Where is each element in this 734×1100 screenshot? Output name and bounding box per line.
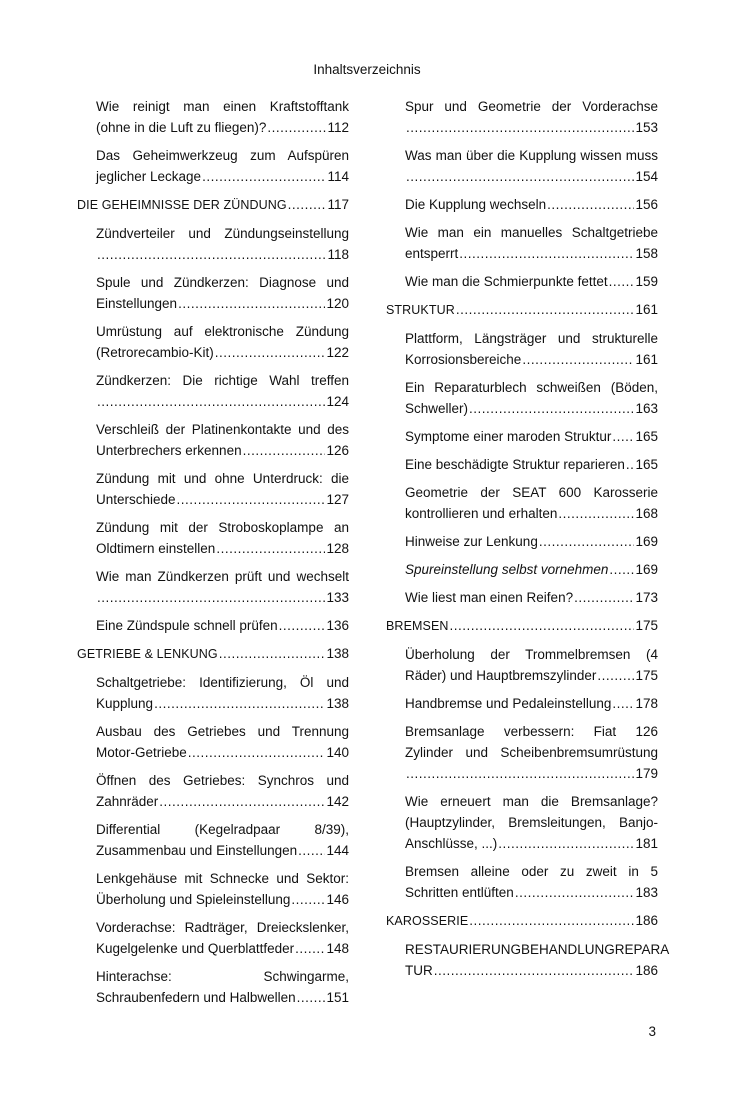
toc-entry[interactable] (77, 321, 349, 363)
toc-entry[interactable] (386, 482, 658, 524)
toc-leader-dots (97, 244, 326, 265)
toc-right-column (386, 96, 670, 988)
toc-page-number: 181 (635, 836, 658, 851)
toc-page-number: 159 (635, 274, 658, 289)
toc-entry[interactable] (386, 861, 658, 903)
toc-entry-line (96, 391, 349, 412)
toc-leader-dots (612, 426, 634, 447)
toc-entry[interactable] (386, 328, 658, 370)
toc-entry-line (405, 194, 658, 215)
toc-leader-dots (539, 531, 635, 552)
toc-page-number: 142 (326, 794, 349, 809)
toc-entry-line (405, 587, 658, 608)
toc-leader-dots (456, 299, 635, 320)
toc-entry-text: Bremsanlage verbessern: Fiat 126 (405, 724, 658, 739)
toc-page-number: 173 (635, 590, 658, 605)
toc-entry[interactable] (386, 454, 658, 475)
page-number: 3 (648, 1024, 656, 1039)
toc-entry-line (405, 665, 658, 686)
toc-entry-text: Geometrie der SEAT 600 Karosserie (405, 485, 658, 500)
toc-entry-line (405, 503, 658, 524)
toc-page-number: 120 (326, 296, 349, 311)
toc-entry-line (405, 398, 658, 419)
toc-leader-dots (522, 349, 634, 370)
toc-entry-line (405, 117, 658, 138)
toc-leader-dots (159, 791, 325, 812)
toc-page-number: 136 (326, 618, 349, 633)
toc-page-number: 183 (635, 885, 658, 900)
toc-entry-title: Die Kupplung wechseln (405, 197, 547, 212)
toc-entry[interactable] (386, 721, 658, 784)
toc-entry[interactable] (77, 672, 349, 714)
toc-entry-text: Zylinder und Scheibenbremsumrüstung (405, 745, 658, 760)
toc-entry-line (96, 342, 349, 363)
toc-entry-line (96, 117, 349, 138)
toc-entry-title: STRUKTUR (386, 303, 455, 317)
toc-page-number: 126 (326, 443, 349, 458)
toc-leader-dots (215, 342, 326, 363)
toc-page-number: 151 (326, 990, 349, 1005)
toc-entry-text: Zündverteiler und Zündungseinstellung (96, 226, 349, 241)
toc-page-number: 124 (326, 394, 349, 409)
toc-entry-title: BREMSEN (386, 619, 449, 633)
toc-page-number: 128 (326, 541, 349, 556)
toc-entry-title: jeglicher Leckage (96, 169, 202, 184)
toc-leader-dots (177, 489, 326, 510)
toc-leader-dots (498, 833, 634, 854)
toc-leader-dots (295, 938, 325, 959)
toc-entry[interactable] (77, 468, 349, 510)
toc-entry-title: Oldtimern einstellen (96, 541, 216, 556)
toc-entry-line (96, 791, 349, 812)
toc-page-number: 127 (326, 492, 349, 507)
page-header: Inhaltsverzeichnis (313, 62, 421, 77)
toc-entry-title: Einstellungen (96, 296, 178, 311)
toc-entry-title: entsperrt (405, 246, 459, 261)
toc-entry-title: Kupplung (96, 696, 154, 711)
toc-leader-dots (469, 910, 634, 931)
toc-entry-title: Kugelgelenke und Querblattfeder (96, 941, 295, 956)
toc-page-number: 175 (635, 668, 658, 683)
toc-entry-title: Schraubenfedern und Halbwellen (96, 990, 296, 1005)
toc-entry-text: Öffnen des Getriebes: Synchros und (96, 773, 349, 788)
toc-page-number: 138 (326, 696, 349, 711)
toc-entry-line (405, 426, 658, 447)
toc-entry-text: Lenkgehäuse mit Schnecke und Sektor: (96, 871, 349, 886)
toc-entry-title: Überholung und Spieleinstellung (96, 892, 291, 907)
toc-entry-line (96, 489, 349, 510)
toc-section-entry[interactable] (77, 643, 349, 665)
toc-leader-dots (154, 693, 325, 714)
toc-entry[interactable] (77, 868, 349, 910)
toc-entry-line (96, 244, 349, 265)
toc-leader-dots (406, 166, 634, 187)
toc-leader-dots (434, 960, 635, 981)
toc-entry-title: Motor-Getriebe (96, 745, 187, 760)
toc-page-number: 161 (635, 302, 658, 317)
toc-entry-title: Spureinstellung selbst vornehmen (405, 562, 609, 577)
toc-entry[interactable] (386, 644, 658, 686)
toc-entry-title: Anschlüsse, ...) (405, 836, 498, 851)
toc-leader-dots (626, 454, 635, 475)
toc-entry-title: Eine Zündspule schnell prüfen (96, 618, 278, 633)
toc-entry-line (405, 349, 658, 370)
toc-entry-line (405, 833, 658, 854)
toc-entry-text: Was man über die Kupplung wissen muss (405, 148, 658, 163)
toc-entry[interactable] (77, 223, 349, 265)
toc-entry-line (96, 587, 349, 608)
toc-leader-dots (298, 840, 325, 861)
toc-leader-dots (609, 559, 634, 580)
toc-entry-text: Vorderachse: Radträger, Dreieckslenker, (96, 920, 349, 935)
toc-page-number: 169 (635, 562, 658, 577)
toc-entry-text: Überholung der Trommelbremsen (4 (405, 647, 658, 662)
toc-entry-text: Differential (Kegelradpaar 8/39), (96, 822, 349, 837)
toc-page-number: 175 (635, 618, 658, 633)
toc-entry-text: Zündkerzen: Die richtige Wahl treffen (96, 373, 349, 388)
toc-entry-title: Räder) und Hauptbremszylinder (405, 668, 597, 683)
toc-entry[interactable] (77, 96, 349, 138)
toc-entry-line (96, 166, 349, 187)
toc-entry[interactable] (386, 96, 658, 138)
toc-entry-line (96, 889, 349, 910)
toc-entry[interactable] (386, 271, 658, 292)
toc-entry-text: Das Geheimwerkzeug zum Aufspüren (96, 148, 349, 163)
toc-leader-dots (406, 117, 634, 138)
toc-entry-line (96, 693, 349, 714)
toc-entry-line (405, 166, 658, 187)
toc-entry-title: Eine beschädigte Struktur reparieren (405, 457, 625, 472)
toc-page-number: 186 (635, 963, 658, 978)
toc-page-number: 146 (326, 892, 349, 907)
toc-entry[interactable] (386, 559, 658, 580)
toc-entry[interactable] (77, 517, 349, 559)
toc-entry-line (405, 693, 658, 714)
toc-entry[interactable] (77, 370, 349, 412)
toc-leader-dots (450, 615, 635, 636)
toc-entry-line (386, 615, 658, 637)
toc-entry[interactable] (77, 566, 349, 608)
toc-entry[interactable] (386, 791, 658, 854)
toc-entry-line (405, 531, 658, 552)
toc-entry-text: Plattform, Längsträger und strukturelle (405, 331, 658, 346)
toc-entry-title: Hinweise zur Lenkung (405, 534, 538, 549)
toc-entry-title: Korrosionsbereiche (405, 352, 522, 367)
toc-leader-dots (597, 665, 634, 686)
toc-leader-dots (574, 587, 634, 608)
toc-entry-line (96, 615, 349, 636)
toc-entry-text: Bremsen alleine oder zu zweit in 5 (405, 864, 658, 879)
toc-page-number: 117 (327, 197, 349, 212)
toc-entry-text: Spule und Zündkerzen: Diagnose und (96, 275, 349, 290)
toc-page-number: 148 (326, 941, 349, 956)
toc-entry-title: Zahnräder (96, 794, 159, 809)
toc-entry-text: Hinterachse: Schwingarme, (96, 969, 349, 984)
toc-page-number: 165 (635, 457, 658, 472)
toc-entry-title: Unterschiede (96, 492, 176, 507)
toc-leader-dots (406, 763, 634, 784)
toc-entry-line (405, 454, 658, 475)
toc-entry-title: Handbremse und Pedaleinstellung (405, 696, 612, 711)
toc-leader-dots (459, 243, 634, 264)
toc-entry-line (405, 882, 658, 903)
toc-page-number: 178 (635, 696, 658, 711)
toc-entry-text: Ausbau des Getriebes und Trennung (96, 724, 349, 739)
toc-leader-dots (188, 742, 326, 763)
toc-entry[interactable] (77, 819, 349, 861)
toc-leader-dots (469, 398, 634, 419)
toc-entry-line (405, 960, 658, 981)
toc-page-number: 158 (635, 246, 658, 261)
toc-entry-text: Wie reinigt man einen Kraftstofftank (96, 99, 349, 114)
toc-leader-dots (612, 693, 634, 714)
toc-page-number: 186 (635, 913, 658, 928)
toc-entry[interactable] (386, 377, 658, 419)
toc-entry-title: Schweller) (405, 401, 469, 416)
toc-section-entry[interactable] (386, 910, 658, 932)
toc-page-number: 122 (326, 345, 349, 360)
toc-entry[interactable] (77, 145, 349, 187)
toc-entry[interactable] (386, 693, 658, 714)
toc-page-number: 133 (326, 590, 349, 605)
toc-page-number: 154 (635, 169, 658, 184)
toc-entry-line (405, 243, 658, 264)
toc-leader-dots (243, 440, 326, 461)
toc-entry[interactable] (77, 966, 349, 1008)
toc-entry-line (96, 293, 349, 314)
toc-page-number: 140 (326, 745, 349, 760)
toc-leader-dots (297, 987, 326, 1008)
toc-page-number: 144 (326, 843, 349, 858)
toc-entry-line (386, 910, 658, 932)
toc-section-entry[interactable] (386, 299, 658, 321)
toc-entry-line (386, 299, 658, 321)
toc-page-number: 169 (635, 534, 658, 549)
toc-left-column (77, 96, 349, 1015)
toc-entry[interactable] (77, 917, 349, 959)
toc-entry-title: (Retrorecambio-Kit) (96, 345, 214, 360)
toc-entry[interactable] (386, 426, 658, 447)
toc-entry-title: (ohne in die Luft zu fliegen)? (96, 120, 267, 135)
toc-entry-title: KAROSSERIE (386, 914, 469, 928)
toc-entry-text: Schaltgetriebe: Identifizierung, Öl und (96, 675, 349, 690)
toc-page-number: 138 (326, 646, 349, 661)
toc-entry-line (96, 440, 349, 461)
toc-entry-title: Schritten entlüften (405, 885, 514, 900)
toc-leader-dots (202, 166, 326, 187)
toc-page-number: 163 (635, 401, 658, 416)
toc-entry[interactable] (386, 939, 670, 981)
toc-entry[interactable] (77, 721, 349, 763)
toc-entry[interactable] (386, 194, 658, 215)
toc-page-number: 153 (635, 120, 658, 135)
toc-entry-title: DIE GEHEIMNISSE DER ZÜNDUNG (77, 198, 287, 212)
toc-entry-title: kontrollieren und erhalten (405, 506, 558, 521)
toc-leader-dots (97, 391, 325, 412)
toc-page-number: 114 (327, 169, 349, 184)
toc-entry-line (96, 987, 349, 1008)
toc-entry[interactable] (386, 531, 658, 552)
toc-page-number: 165 (635, 429, 658, 444)
toc-entry-text: Verschleiß der Platinenkontakte und des (96, 422, 349, 437)
toc-entry-title: GETRIEBE & LENKUNG (77, 647, 218, 661)
toc-page-number: 161 (635, 352, 658, 367)
toc-entry[interactable] (77, 419, 349, 461)
toc-leader-dots (291, 889, 325, 910)
toc-entry[interactable] (77, 615, 349, 636)
toc-entry-text: Zündung mit und ohne Unterdruck: die (96, 471, 349, 486)
toc-leader-dots (97, 587, 325, 608)
toc-entry[interactable] (386, 222, 658, 264)
toc-entry-title: Zusammenbau und Einstellungen (96, 843, 298, 858)
toc-entry-text: Wie erneuert man die Bremsanlage? (405, 794, 658, 809)
toc-entry-line (405, 559, 658, 580)
toc-leader-dots (219, 643, 326, 664)
toc-page-number: 168 (635, 506, 658, 521)
toc-entry[interactable] (77, 770, 349, 812)
toc-entry-line (96, 840, 349, 861)
toc-entry[interactable] (77, 272, 349, 314)
toc-leader-dots (216, 538, 325, 559)
toc-leader-dots (609, 271, 635, 292)
toc-entry-text: (Hauptzylinder, Bremsleitungen, Banjo- (405, 815, 658, 830)
toc-page-number: 156 (635, 197, 658, 212)
toc-entry-text: Ein Reparaturblech schweißen (Böden, (405, 380, 658, 395)
toc-entry-title: Symptome einer maroden Struktur (405, 429, 612, 444)
toc-page-number: 179 (635, 766, 658, 781)
toc-entry-text: Wie man ein manuelles Schaltgetriebe (405, 225, 658, 240)
toc-entry-title: Unterbrechers erkennen (96, 443, 242, 458)
toc-entry[interactable] (386, 587, 658, 608)
toc-entry-line (77, 194, 349, 216)
toc-page-number: 112 (327, 120, 349, 135)
toc-section-entry[interactable] (386, 615, 658, 637)
toc-leader-dots (547, 194, 634, 215)
toc-entry-text: Spur und Geometrie der Vorderachse (405, 99, 658, 114)
toc-leader-dots (288, 194, 327, 215)
toc-leader-dots (178, 293, 325, 314)
toc-entry-title: Wie man die Schmierpunkte fettet (405, 274, 608, 289)
toc-page-number: 118 (327, 247, 349, 262)
toc-entry-text: RESTAURIERUNGBEHANDLUNGREPARA (405, 942, 670, 957)
toc-entry-text: Wie man Zündkerzen prüft und wechselt (96, 569, 349, 584)
toc-leader-dots (267, 117, 326, 138)
toc-entry-title: Wie liest man einen Reifen? (405, 590, 574, 605)
toc-entry-line (405, 271, 658, 292)
toc-entry-title: TUR (405, 963, 433, 978)
toc-entry-line (77, 643, 349, 665)
toc-entry-line (405, 763, 658, 784)
toc-entry-text: Zündung mit der Stroboskoplampe an (96, 520, 349, 535)
toc-leader-dots (558, 503, 634, 524)
toc-entry[interactable] (386, 145, 658, 187)
toc-entry-line (96, 538, 349, 559)
toc-leader-dots (515, 882, 635, 903)
toc-entry-text: Umrüstung auf elektronische Zündung (96, 324, 349, 339)
toc-entry-line (96, 742, 349, 763)
toc-section-entry[interactable] (77, 194, 349, 216)
toc-entry-line (96, 938, 349, 959)
toc-leader-dots (279, 615, 326, 636)
